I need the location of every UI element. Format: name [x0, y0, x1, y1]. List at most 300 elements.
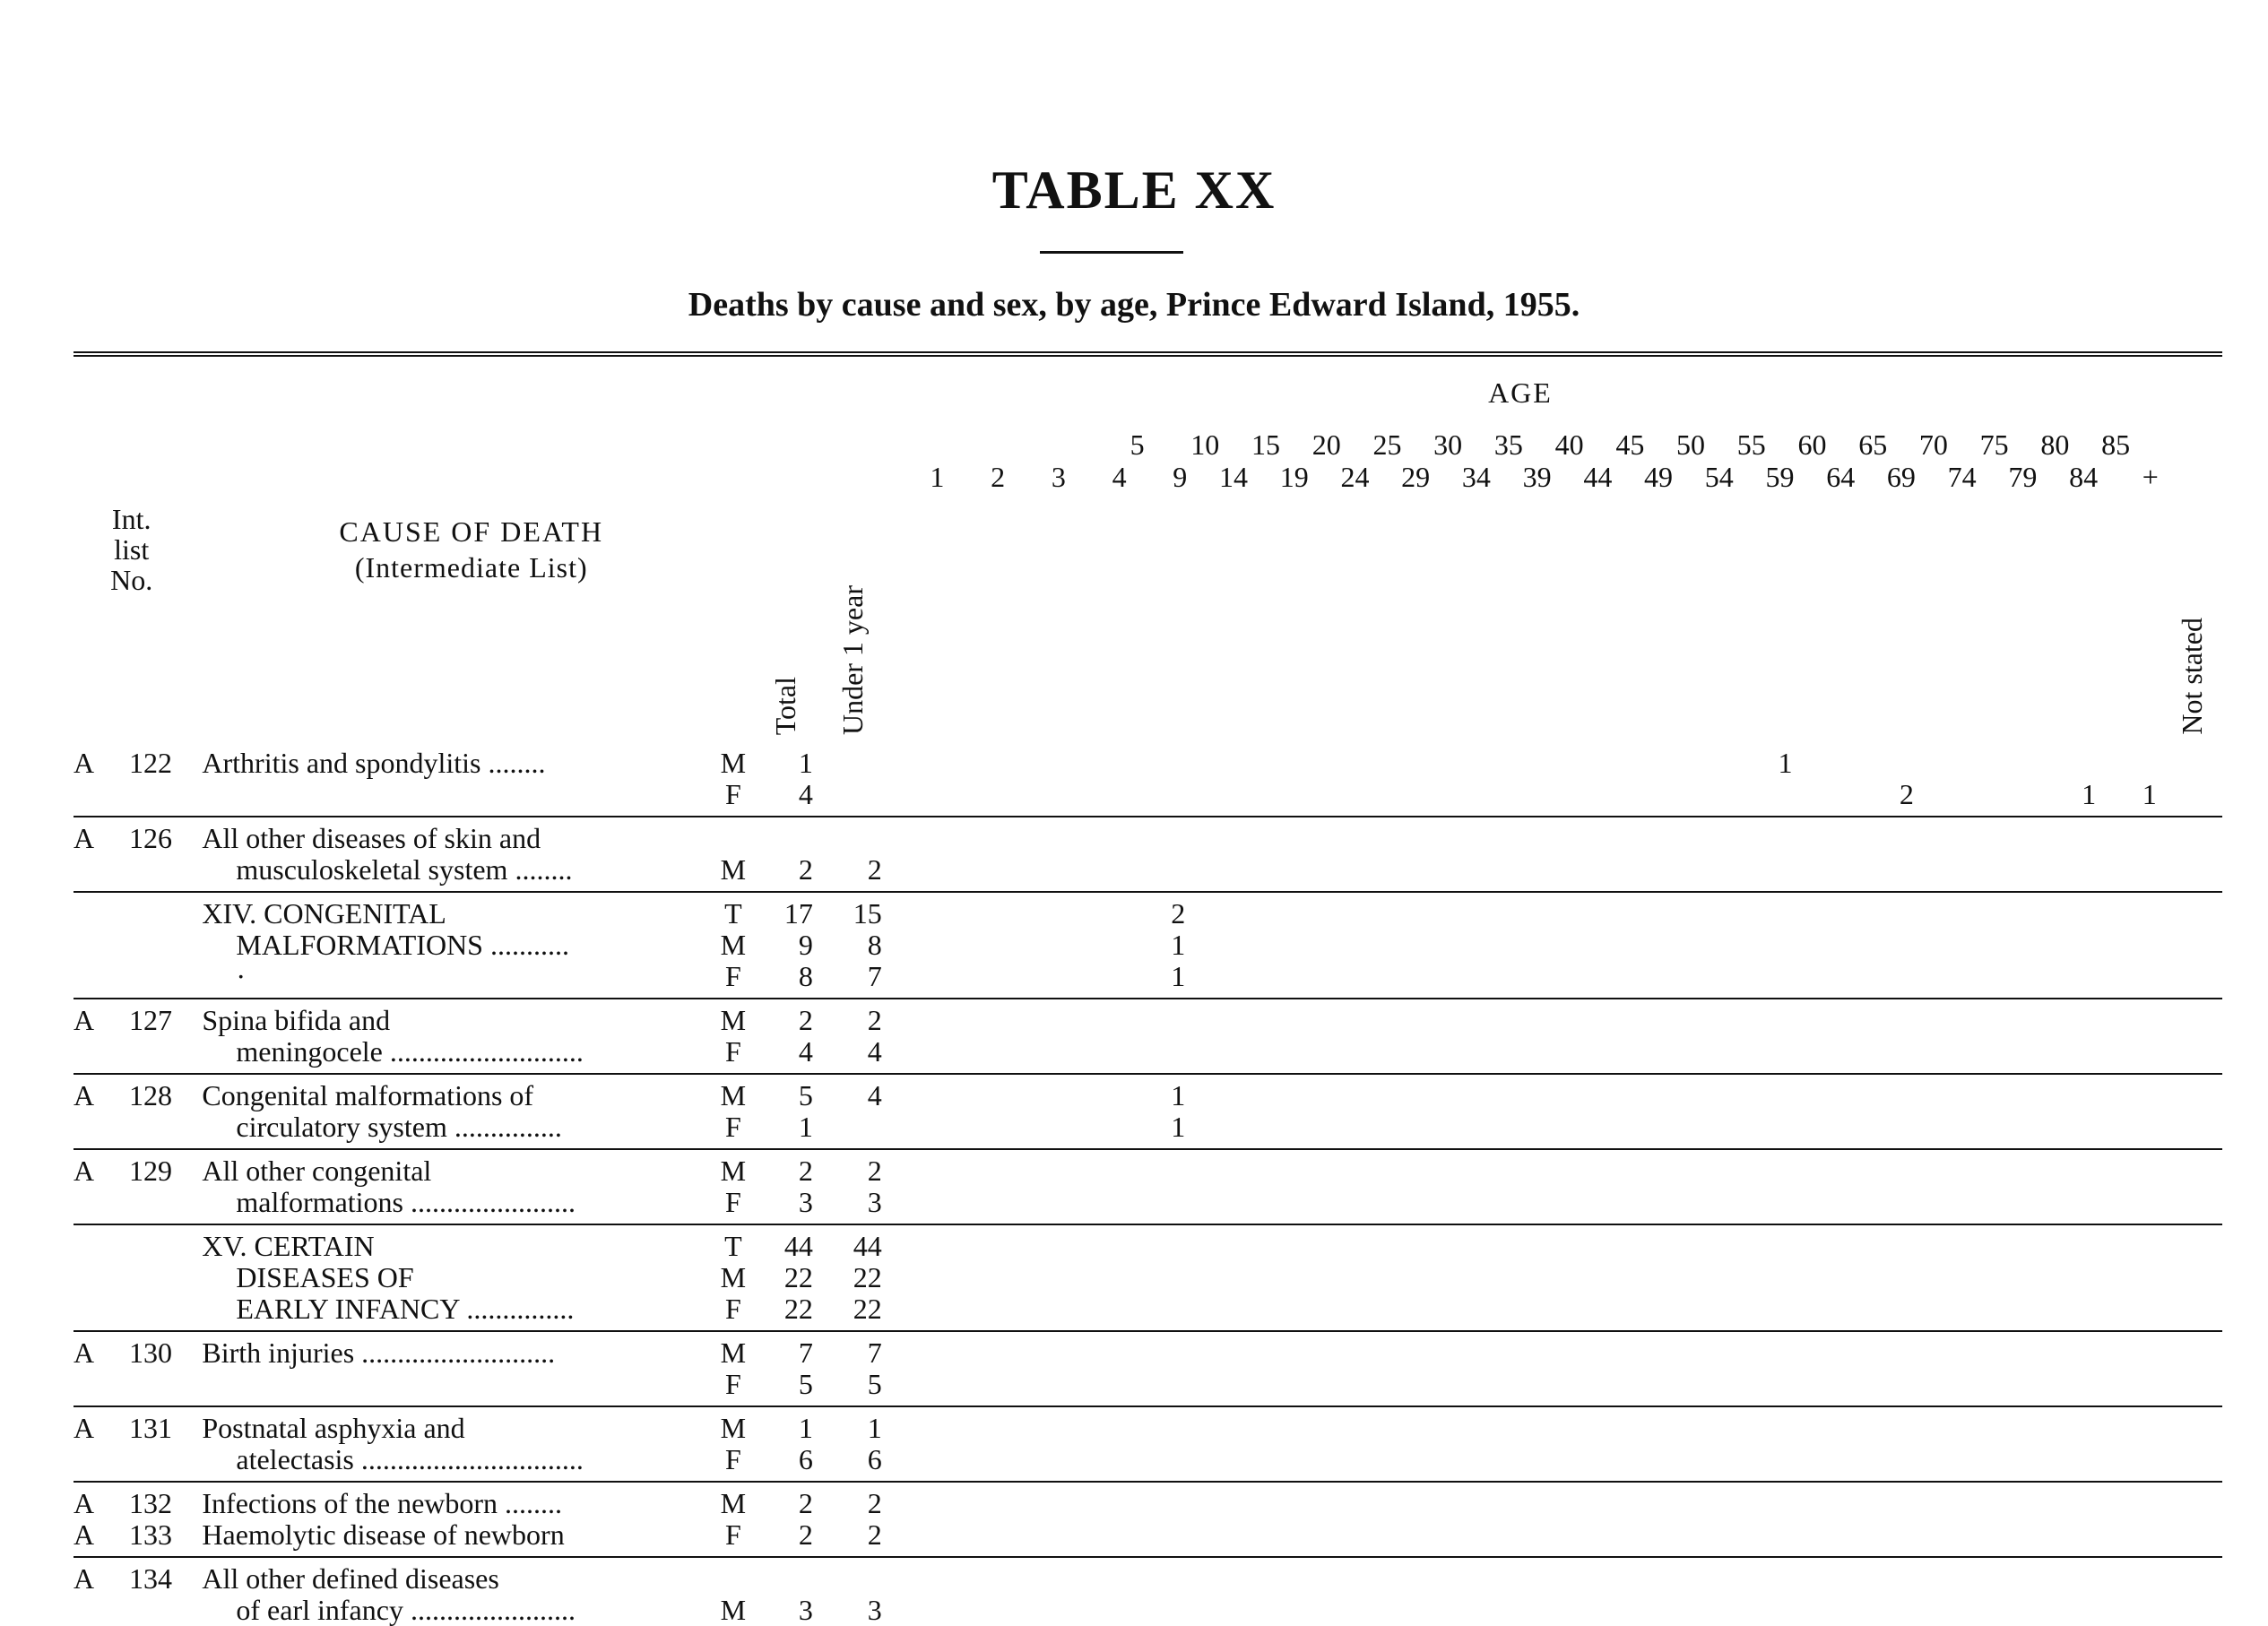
age-value-cell — [887, 1369, 948, 1406]
age-value-cell — [1130, 742, 1191, 779]
list-prefix: A — [74, 1155, 95, 1187]
age-value-cell — [1676, 930, 1737, 961]
age-value-cell — [2040, 854, 2101, 892]
age-value-cell — [1676, 1369, 1737, 1406]
age-group-start: 45 — [1615, 428, 1645, 461]
list-number: 122 — [129, 747, 172, 779]
age-group-end: 9 — [1173, 461, 1188, 493]
age-value-cell — [1797, 1224, 1858, 1262]
age-value-cell — [2101, 1482, 2162, 1519]
age-value-cell — [1433, 1036, 1494, 1074]
int-list-number-cell — [74, 1293, 189, 1331]
int-list-number-cell — [74, 854, 189, 892]
age-value-cell — [1919, 1293, 1980, 1331]
age-value-cell — [1433, 1595, 1494, 1626]
under-1-cell: 2 — [867, 1155, 882, 1187]
list-number: 129 — [129, 1155, 172, 1187]
age-value-cell — [1433, 1482, 1494, 1519]
age-value-cell — [2101, 1331, 2162, 1369]
age-value-cell — [1615, 1519, 1676, 1557]
age-value-cell — [1130, 1482, 1191, 1519]
age-value-cell — [1980, 1482, 2041, 1519]
age-group-end: 3 — [1051, 461, 1066, 493]
age-value-cell — [1858, 1595, 1919, 1626]
under-1-cell — [818, 1557, 887, 1595]
int-list-number-cell — [74, 961, 189, 999]
table-row — [74, 1406, 2222, 1444]
age-value-cell — [948, 1111, 1008, 1149]
age-value-cell — [1312, 1406, 1373, 1444]
age-group-start: 5 — [1130, 428, 1145, 461]
age-value-cell — [1676, 1036, 1737, 1074]
age-value-cell — [1737, 1331, 1798, 1369]
age-value-cell — [2040, 1074, 2101, 1111]
age-value-cell — [1615, 779, 1676, 817]
age-value-cell — [2040, 1482, 2101, 1519]
under-1-cell: 2 — [867, 1004, 882, 1036]
total-cell: 2 — [798, 1487, 813, 1519]
table-row — [74, 1187, 2222, 1224]
age-value-cell — [1433, 1224, 1494, 1262]
age-value-cell — [1190, 1293, 1251, 1331]
age-value-cell — [1190, 1074, 1251, 1111]
age-value-cell — [1555, 1149, 1616, 1187]
age-value-cell — [1312, 1262, 1373, 1293]
age-value-cell — [1069, 1482, 1130, 1519]
table-row — [74, 1293, 2222, 1331]
age-value-cell — [1008, 1149, 1069, 1187]
age-value-cell — [887, 1519, 948, 1557]
age-group-header — [1555, 428, 1616, 742]
age-value-cell — [1372, 1369, 1433, 1406]
int-list-number-cell — [74, 892, 189, 930]
age-value-cell — [1919, 961, 1980, 999]
age-group-header — [1130, 428, 1191, 742]
age-value-cell — [948, 999, 1008, 1036]
age-value-cell — [1797, 1036, 1858, 1074]
age-value-cell: 1 — [1130, 1111, 1191, 1149]
age-value-cell — [1919, 779, 1980, 817]
under-1-cell — [818, 1111, 887, 1149]
age-value-cell — [1251, 1595, 1312, 1626]
int-list-number-cell — [74, 1595, 189, 1626]
age-value-cell — [2101, 1293, 2162, 1331]
age-value-cell — [1676, 817, 1737, 854]
age-value-cell — [1312, 1224, 1373, 1262]
age-value-cell — [1919, 742, 1980, 779]
age-value-cell — [1069, 1293, 1130, 1331]
table-row — [74, 1331, 2222, 1369]
table-row — [74, 1036, 2222, 1074]
age-value-cell — [1737, 817, 1798, 854]
age-value-cell — [1008, 1406, 1069, 1444]
age-group-start: 55 — [1736, 428, 1766, 461]
age-value-cell — [1372, 892, 1433, 930]
age-value-cell — [1494, 1293, 1555, 1331]
age-value-cell — [2101, 1224, 2162, 1262]
cause-cell — [189, 1111, 713, 1149]
age-value-cell — [1251, 1519, 1312, 1557]
cause-cell — [189, 779, 713, 817]
int-list-number-cell — [74, 1482, 189, 1519]
age-value-cell — [1251, 1224, 1312, 1262]
age-value-cell — [1008, 1262, 1069, 1293]
age-value-cell — [2101, 930, 2162, 961]
age-value-cell — [1615, 817, 1676, 854]
age-value-cell — [1676, 1074, 1737, 1111]
age-value-cell — [1312, 1074, 1373, 1111]
list-prefix: A — [74, 1004, 95, 1036]
age-value-cell — [2040, 1406, 2101, 1444]
age-value-cell — [1615, 1224, 1676, 1262]
age-value-cell — [1797, 1293, 1858, 1331]
table-row — [74, 1111, 2222, 1149]
table-body — [74, 742, 2222, 1626]
age-value-cell — [1980, 1187, 2041, 1224]
age-value-cell — [1008, 1444, 1069, 1482]
age-value-cell — [1980, 1444, 2041, 1482]
cause-cell — [189, 742, 713, 779]
age-value-cell — [1433, 1406, 1494, 1444]
cause-cell — [189, 1036, 713, 1074]
age-value-cell — [1372, 1444, 1433, 1482]
age-value-cell — [1980, 1595, 2041, 1626]
int-list-header-line: No. — [110, 564, 153, 596]
age-value-cell — [1919, 1406, 1980, 1444]
age-value-cell — [1130, 1262, 1191, 1293]
int-list-header-line: Int. — [111, 503, 151, 535]
age-value-cell — [1555, 1595, 1616, 1626]
age-value-cell — [1130, 1595, 1191, 1626]
age-value-cell — [1555, 1074, 1616, 1111]
age-value-cell — [1797, 1519, 1858, 1557]
age-value-cell — [1980, 1074, 2041, 1111]
under-1-cell: 7 — [818, 961, 887, 999]
cause-text: DISEASES OF — [236, 1261, 414, 1293]
age-value-cell — [1372, 1557, 1433, 1595]
total-cell: 4 — [753, 1036, 818, 1074]
age-value-cell — [2101, 1444, 2162, 1482]
under-1-cell: 2 — [818, 854, 887, 892]
age-value-cell — [1737, 854, 1798, 892]
age-value-cell — [1251, 1149, 1312, 1187]
age-value-cell — [1130, 1149, 1191, 1187]
not-stated-cell — [2162, 1187, 2222, 1224]
age-value-cell — [1858, 1557, 1919, 1595]
age-value-cell — [887, 1074, 948, 1111]
age-value-cell — [1615, 1595, 1676, 1626]
not-stated-cell — [2162, 1262, 2222, 1293]
cause-text: Birth injuries ........................... — [202, 1336, 556, 1369]
age-value-cell — [1312, 1111, 1373, 1149]
age-value-cell — [1251, 1074, 1312, 1111]
list-number: 127 — [129, 1004, 172, 1036]
age-value-cell — [2040, 930, 2101, 961]
sex-cell: F — [714, 1293, 753, 1331]
deaths-table — [74, 351, 2222, 1626]
cause-text: atelectasis ............................... — [236, 1443, 584, 1475]
age-value-cell — [1555, 961, 1616, 999]
age-value-cell — [1433, 1519, 1494, 1557]
age-value-cell — [1737, 1482, 1798, 1519]
age-value-cell — [1980, 1036, 2041, 1074]
age-value-cell — [1251, 817, 1312, 854]
age-value-cell — [2101, 961, 2162, 999]
age-value-cell — [887, 1595, 948, 1626]
age-value-cell — [1797, 1406, 1858, 1444]
age-group-header — [1190, 428, 1251, 742]
title-underline — [1040, 251, 1183, 254]
age-value-cell — [2101, 817, 2162, 854]
age-value-cell — [2101, 1036, 2162, 1074]
under-1-cell: 1 — [867, 1412, 882, 1444]
cause-cell — [189, 1444, 713, 1482]
age-value-cell — [1069, 1595, 1130, 1626]
table-row — [74, 1262, 2222, 1293]
table-row — [74, 742, 2222, 779]
age-value-cell — [2101, 1406, 2162, 1444]
age-value-cell — [887, 1111, 948, 1149]
table-row — [74, 1074, 2222, 1111]
age-value-cell — [1008, 1482, 1069, 1519]
age-value-cell — [1494, 1444, 1555, 1482]
age-value-cell — [1433, 742, 1494, 779]
age-value-cell — [1676, 854, 1737, 892]
age-group-header — [1797, 428, 1858, 742]
age-value-cell — [1251, 1444, 1312, 1482]
list-number: 130 — [129, 1336, 172, 1369]
age-value-cell — [1797, 854, 1858, 892]
age-value-cell — [1615, 1331, 1676, 1369]
age-value-cell — [2040, 1111, 2101, 1149]
age-value-cell: 1 — [2040, 779, 2101, 817]
age-value-cell — [1251, 854, 1312, 892]
age-group-start: 10 — [1190, 428, 1220, 461]
age-value-cell — [1555, 1293, 1616, 1331]
age-value-cell — [887, 817, 948, 854]
age-value-cell — [1251, 742, 1312, 779]
age-value-cell — [1676, 1262, 1737, 1293]
age-value-cell — [1615, 892, 1676, 930]
total-header — [753, 354, 818, 742]
age-value-cell — [1615, 1369, 1676, 1406]
age-value-cell — [1737, 1074, 1798, 1111]
under-1-cell: 8 — [867, 929, 882, 961]
age-value-cell — [1858, 1293, 1919, 1331]
age-value-cell — [2040, 1331, 2101, 1369]
age-value-cell — [1980, 892, 2041, 930]
age-value-cell — [1008, 1519, 1069, 1557]
age-value-cell — [1008, 817, 1069, 854]
age-value-cell — [1190, 817, 1251, 854]
age-value-cell — [1494, 817, 1555, 854]
age-value-cell — [1858, 1149, 1919, 1187]
age-value-cell — [1676, 1293, 1737, 1331]
age-value-cell — [1069, 779, 1130, 817]
age-value-cell — [1919, 1331, 1980, 1369]
total-cell: 8 — [753, 961, 818, 999]
age-value-cell — [1737, 1557, 1798, 1595]
age-value-cell — [1494, 1369, 1555, 1406]
age-value-cell — [1980, 1331, 2041, 1369]
age-group-start — [1069, 428, 1127, 461]
age-group-end: 64 — [1826, 461, 1856, 493]
table-header — [74, 354, 2222, 742]
age-value-cell — [1190, 1036, 1251, 1074]
sex-cell: M — [720, 1336, 747, 1369]
age-value-cell — [1555, 854, 1616, 892]
age-value-cell — [1372, 1224, 1433, 1262]
not-stated-cell — [2162, 999, 2222, 1036]
age-value-cell — [1797, 1149, 1858, 1187]
age-value-cell — [1615, 1187, 1676, 1224]
age-value-cell — [1858, 1369, 1919, 1406]
age-value-cell — [1919, 1482, 1980, 1519]
age-value-cell — [1980, 1557, 2041, 1595]
age-value-cell — [887, 1293, 948, 1331]
age-value-cell — [1069, 892, 1130, 930]
age-value-cell — [1919, 817, 1980, 854]
age-value-cell — [1980, 999, 2041, 1036]
age-value-cell — [2040, 1293, 2101, 1331]
age-value-cell — [887, 1036, 948, 1074]
age-value-cell — [1615, 1293, 1676, 1331]
age-value-cell — [1312, 742, 1373, 779]
age-value-cell — [2101, 999, 2162, 1036]
table-row — [74, 1482, 2222, 1519]
age-value-cell — [1008, 1111, 1069, 1149]
age-value-cell — [1980, 742, 2041, 779]
age-value-cell — [1190, 1149, 1251, 1187]
age-value-cell — [948, 1149, 1008, 1187]
age-value-cell — [887, 1224, 948, 1262]
age-value-cell — [2101, 1149, 2162, 1187]
age-value-cell — [1251, 1187, 1312, 1224]
age-value-cell — [948, 1187, 1008, 1224]
age-value-cell — [1312, 1595, 1373, 1626]
age-value-cell — [1980, 1224, 2041, 1262]
cause-cell — [189, 1187, 713, 1224]
table-row — [74, 892, 2222, 930]
age-value-cell — [1433, 1331, 1494, 1369]
age-value-cell — [1555, 1187, 1616, 1224]
total-cell: 5 — [753, 1369, 818, 1406]
age-group-end: 39 — [1522, 461, 1552, 493]
age-value-cell — [1433, 817, 1494, 854]
age-value-cell — [1433, 1149, 1494, 1187]
total-cell: 2 — [753, 1519, 818, 1557]
age-value-cell — [2101, 1187, 2162, 1224]
age-value-cell — [1251, 1482, 1312, 1519]
age-value-cell — [1919, 1595, 1980, 1626]
sex-cell: M — [720, 1004, 747, 1036]
age-value-cell — [948, 817, 1008, 854]
age-value-cell — [1190, 1224, 1251, 1262]
age-value-cell — [1494, 854, 1555, 892]
age-value-cell — [1919, 1036, 1980, 1074]
not-stated-cell — [2162, 854, 2222, 892]
total-cell: 2 — [798, 1004, 813, 1036]
age-value-cell — [1372, 1149, 1433, 1187]
age-group-header — [1737, 428, 1798, 742]
age-value-cell — [1312, 779, 1373, 817]
not-stated-cell — [2162, 930, 2222, 961]
total-cell: 1 — [798, 1412, 813, 1444]
age-value-cell — [1008, 999, 1069, 1036]
age-group-end: 1 — [930, 461, 945, 493]
age-value-cell — [1372, 779, 1433, 817]
age-value-cell — [1615, 1111, 1676, 1149]
age-group-header — [887, 428, 948, 742]
age-value-cell — [1130, 999, 1191, 1036]
total-cell: 9 — [798, 929, 813, 961]
age-value-cell — [1980, 1262, 2041, 1293]
cause-cell — [189, 961, 713, 999]
age-value-cell — [1190, 779, 1251, 817]
cause-text: MALFORMATIONS ........... — [236, 929, 569, 961]
age-value-cell — [1372, 1519, 1433, 1557]
age-value-cell — [1433, 930, 1494, 961]
age-value-cell — [1069, 930, 1130, 961]
age-value-cell — [887, 1482, 948, 1519]
age-value-cell — [1494, 1262, 1555, 1293]
age-value-cell — [1190, 930, 1251, 961]
age-value-cell — [1494, 1331, 1555, 1369]
cause-cell — [189, 1149, 713, 1187]
list-number: 126 — [129, 822, 172, 854]
int-list-number-cell — [74, 1111, 189, 1149]
age-value-cell — [1858, 1036, 1919, 1074]
under-1-cell: 6 — [818, 1444, 887, 1482]
age-value-cell — [887, 1406, 948, 1444]
age-value-cell — [1433, 961, 1494, 999]
under-1-cell: 22 — [818, 1293, 887, 1331]
age-value-cell — [1069, 1557, 1130, 1595]
under-1-cell: 4 — [867, 1079, 882, 1111]
age-value-cell — [887, 961, 948, 999]
cause-cell — [189, 1519, 713, 1557]
age-value-cell — [1555, 1224, 1616, 1262]
age-group-header — [2040, 428, 2101, 742]
age-value-cell — [1008, 1369, 1069, 1406]
age-value-cell — [1676, 1595, 1737, 1626]
age-value-cell — [1312, 1036, 1373, 1074]
age-value-cell — [887, 1557, 948, 1595]
not-stated-cell — [2162, 1149, 2222, 1187]
list-number: 132 — [129, 1487, 172, 1519]
int-list-header-line: list — [114, 533, 150, 566]
cause-text: · — [236, 960, 247, 992]
sex-cell: M — [720, 747, 747, 779]
sex-cell: F — [714, 1036, 753, 1074]
age-value-cell — [1494, 1149, 1555, 1187]
age-value-cell — [1372, 1111, 1433, 1149]
age-group-end: 19 — [1279, 461, 1309, 493]
age-value-cell: 1 — [1778, 747, 1793, 779]
age-value-cell — [1433, 1293, 1494, 1331]
age-value-cell — [1069, 1262, 1130, 1293]
age-group-end: 34 — [1461, 461, 1491, 493]
age-value-cell — [1737, 1519, 1798, 1557]
sex-cell: F — [714, 1111, 753, 1149]
list-number: 133 — [129, 1518, 172, 1551]
age-group-start: 65 — [1858, 428, 1888, 461]
int-list-number-cell — [74, 1187, 189, 1224]
age-value-cell — [1555, 1482, 1616, 1519]
cause-cell — [189, 1262, 713, 1293]
age-value-cell — [1251, 961, 1312, 999]
age-value-cell — [1433, 1074, 1494, 1111]
